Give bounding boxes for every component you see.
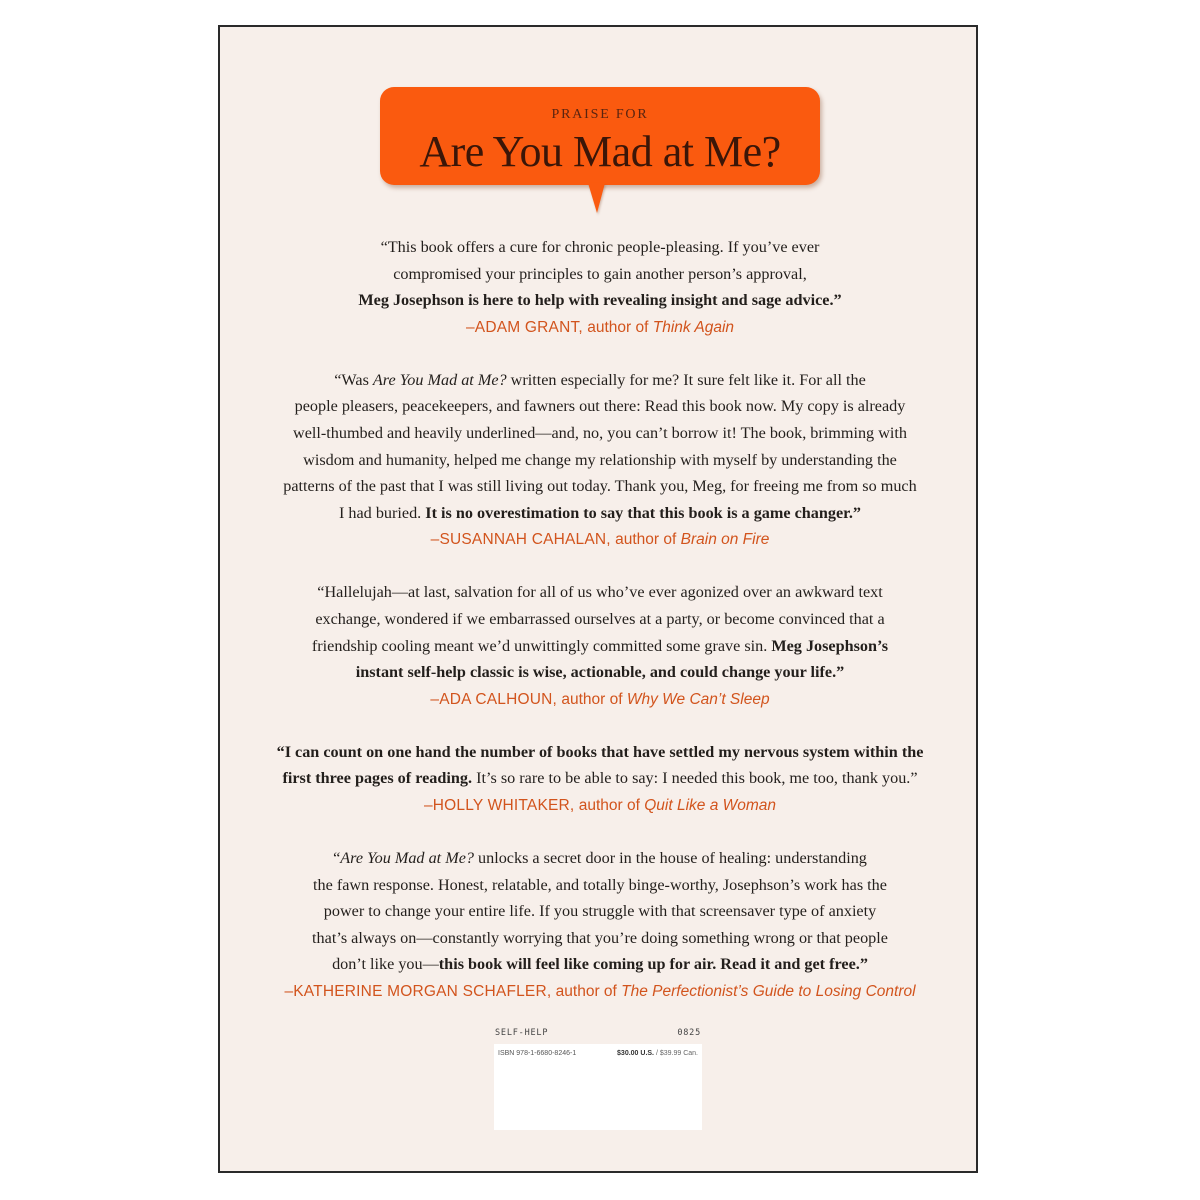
isbn-label: ISBN 978-1-6680-8246-1 — [498, 1050, 577, 1057]
quote-line: “Hallelujah—at last, salvation for all of us who’ve ever agonized over an awkward text — [317, 583, 883, 602]
quote-text-bold: Meg Josephson’s — [771, 636, 889, 655]
quote-line: well-thumbed and heavily underlined—and, no, you can’t borrow it! The book, brimming with — [293, 423, 907, 442]
quote-text: I had buried. — [338, 503, 426, 522]
price-us: $30.00 U.S. — [617, 1050, 654, 1057]
quote-line: compromised your principles to gain another person’s approval, — [393, 264, 807, 283]
quote-line — [230, 500, 970, 527]
quote-text: written especially for me? It sure felt like it. For all the — [506, 370, 866, 389]
praise-quotes — [230, 234, 970, 1031]
quote-line: patterns of the past that I was still living out today. Thank you, Meg, for freeing me from so much — [283, 477, 917, 496]
quote-line: people pleasers, peacekeepers, and fawners out there: Read this book now. My copy is already — [294, 397, 906, 416]
quote-text: “ — [333, 848, 341, 867]
quote-line — [230, 765, 970, 792]
attribution-text: author of — [551, 982, 622, 1000]
quote-text-bold: It is no overestimation to say that this book is a game changer.” — [425, 503, 862, 522]
quote-holly-whitaker — [230, 739, 970, 819]
quote-susannah-cahalan — [230, 367, 970, 554]
attribution-text: author of — [610, 531, 681, 549]
attribution — [230, 792, 970, 819]
isbn-price-line — [494, 1044, 702, 1057]
quote-line — [230, 951, 970, 978]
attribution-name: –ADAM GRANT, — [465, 318, 583, 336]
quote-line: “This book offers a cure for chronic people-pleasing. If you’ve ever — [380, 238, 820, 256]
attribution — [230, 314, 970, 341]
book-title: Are You Mad at Me? — [419, 127, 781, 176]
quote-line: power to change your entire life. If you struggle with that screensaver type of anxiety — [323, 902, 877, 921]
quote-katherine-morgan-schafler — [230, 845, 970, 1005]
attribution-work: Think Again — [652, 318, 735, 336]
quote-line — [230, 633, 970, 660]
attribution-name: –HOLLY WHITAKER, — [423, 796, 575, 814]
quote-line-bold: “I can count on one hand the number of books that have settled my nervous system within the — [276, 742, 924, 761]
attribution-work: Brain on Fire — [680, 531, 770, 549]
price-label — [617, 1050, 698, 1057]
quote-text: It’s so rare to be able to say: I needed this book, me too, thank you.” — [472, 769, 918, 788]
code-label: 0825 — [677, 1028, 701, 1038]
quote-text-bold: first three pages of reading. — [282, 769, 473, 788]
quote-line: that’s always on—constantly worrying that you’re doing something wrong or that people — [312, 928, 888, 947]
attribution — [230, 978, 970, 1005]
attribution-work: Quit Like a Woman — [644, 796, 777, 814]
quote-line — [230, 845, 970, 872]
title-speech-bubble — [380, 87, 820, 185]
attribution-name: –KATHERINE MORGAN SCHAFLER, — [284, 982, 552, 1000]
speech-bubble-tail-icon — [588, 183, 605, 213]
quote-line-bold: Meg Josephson is here to help with revealing insight and sage advice.” — [358, 291, 842, 310]
quote-line: exchange, wondered if we embarrassed ourselves at a party, or become convinced that a — [315, 609, 885, 628]
quote-text: don’t like you— — [332, 955, 439, 974]
quote-line-bold: instant self-help classic is wise, actionable, and could change your life.” — [355, 663, 845, 682]
attribution — [230, 526, 970, 553]
barcode-header — [494, 1028, 702, 1038]
quote-adam-grant — [230, 234, 970, 341]
praise-for-label: PRAISE FOR — [551, 107, 649, 122]
attribution-text: author of — [574, 796, 645, 814]
attribution — [230, 686, 970, 713]
attribution-text: author of — [557, 690, 627, 708]
attribution-name: –ADA CALHOUN, — [430, 690, 558, 708]
price-can: $39.99 Can. — [659, 1050, 698, 1057]
quote-line: the fawn response. Honest, relatable, and totally binge-worthy, Josephson’s work has the — [313, 875, 887, 894]
quote-text: unlocks a secret door in the house of healing: understanding — [473, 848, 867, 867]
quote-text: “Was — [334, 370, 373, 389]
attribution-text: author of — [582, 318, 653, 336]
barcode-area — [494, 1028, 702, 1130]
barcode-box — [494, 1044, 702, 1130]
quote-book-title: Are You Mad at Me? — [372, 370, 507, 389]
quote-text-bold: this book will feel like coming up for air. Read it and get free.” — [438, 955, 868, 974]
price-separator: / — [654, 1050, 660, 1057]
quote-book-title: Are You Mad at Me? — [340, 848, 474, 867]
quote-ada-calhoun — [230, 579, 970, 712]
quote-line: wisdom and humanity, helped me change my relationship with myself by understanding the — [303, 450, 897, 469]
attribution-name: –SUSANNAH CAHALAN, — [430, 531, 611, 549]
quote-text: friendship cooling meant we’d unwittingly committed some grave sin. — [311, 636, 772, 655]
attribution-work: Why We Can’t Sleep — [626, 690, 770, 708]
category-label: SELF-HELP — [495, 1028, 549, 1038]
quote-line — [230, 367, 970, 394]
attribution-work: The Perfectionist’s Guide to Losing Control — [621, 982, 916, 1000]
